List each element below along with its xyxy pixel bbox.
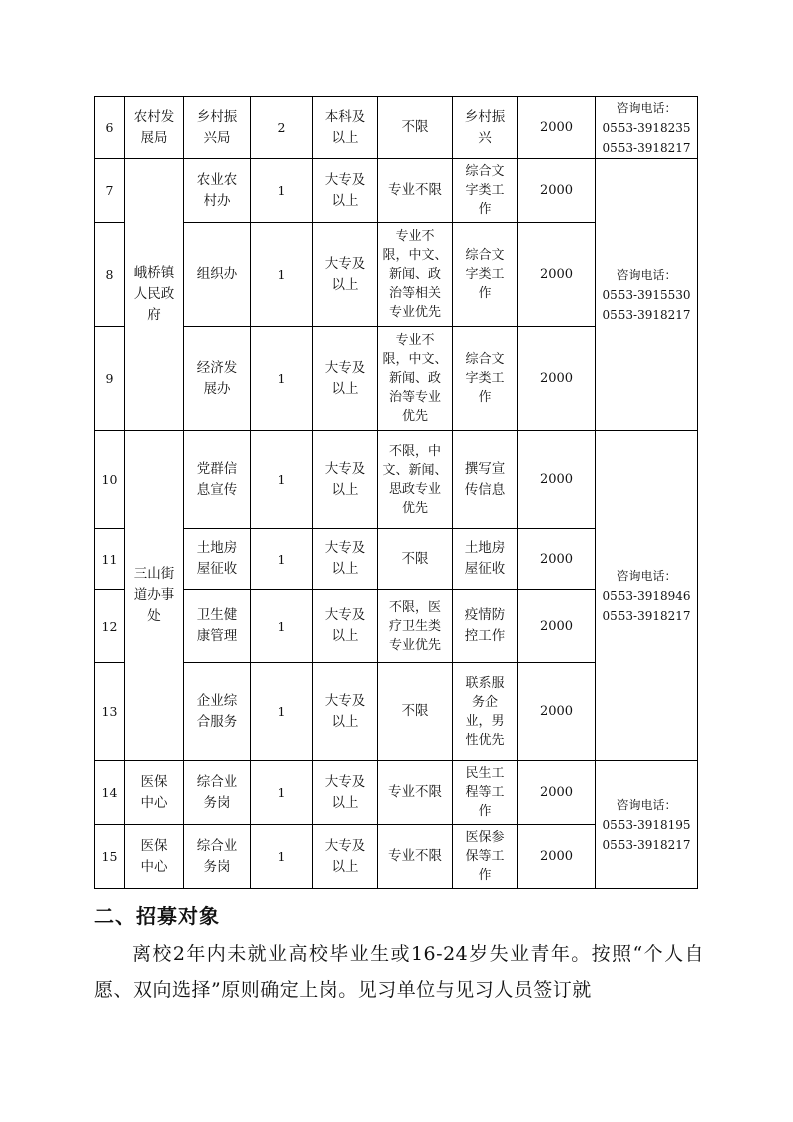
cell-line: 屋征收 bbox=[196, 561, 238, 577]
cell-line: 0553-3915530 bbox=[602, 287, 691, 302]
cell-line: 本科及 bbox=[324, 108, 366, 125]
cell-line: 党群信 bbox=[196, 460, 238, 477]
row-number: 8 bbox=[95, 223, 125, 327]
cell-line: 大专及 bbox=[324, 460, 366, 477]
cell-line: 专业不限 bbox=[388, 784, 442, 800]
headcount-cell: 1 bbox=[251, 663, 313, 761]
cell-line: 0553-3918217 bbox=[602, 307, 691, 322]
unit-cell-merged bbox=[125, 159, 184, 431]
cell-line: 务岗 bbox=[203, 794, 231, 811]
education-cell bbox=[313, 431, 378, 529]
cell-line: 中心 bbox=[140, 858, 168, 875]
cell-line: 合服务 bbox=[196, 713, 238, 730]
cell-line: 经济发 bbox=[196, 359, 238, 376]
cell-line: 限，中文、 bbox=[382, 352, 448, 367]
unit-cell bbox=[125, 825, 184, 889]
department-cell bbox=[184, 97, 251, 159]
cell-line: 大专及 bbox=[324, 540, 366, 556]
cell-line: 展局 bbox=[140, 129, 168, 146]
salary-cell: 2000 bbox=[518, 663, 596, 761]
cell-line: 传信息 bbox=[464, 481, 506, 498]
department-cell bbox=[184, 590, 251, 663]
cell-line: 医保 bbox=[140, 837, 168, 854]
major-cell bbox=[378, 663, 453, 761]
department-cell bbox=[184, 431, 251, 529]
work-content-cell bbox=[453, 663, 518, 761]
cell-line: 限，中文、 bbox=[382, 248, 448, 263]
cell-line: 控工作 bbox=[464, 628, 506, 644]
cell-line: 新闻、政 bbox=[388, 267, 441, 282]
salary-cell: 2000 bbox=[518, 223, 596, 327]
table-row bbox=[95, 431, 698, 529]
major-cell bbox=[378, 327, 453, 431]
cell-line: 府 bbox=[147, 307, 161, 323]
cell-line: 0553-3918235 bbox=[602, 120, 691, 135]
cell-line: 0553-3918195 bbox=[602, 817, 691, 832]
cell-line: 专业不 bbox=[395, 229, 435, 244]
cell-line: 务岗 bbox=[203, 858, 231, 875]
contact-cell-merged bbox=[596, 431, 698, 761]
work-content-cell bbox=[453, 223, 518, 327]
cell-line: 屋征收 bbox=[464, 561, 506, 577]
major-cell bbox=[378, 529, 453, 590]
cell-line: 以上 bbox=[331, 794, 359, 811]
row-number: 15 bbox=[95, 825, 125, 889]
cell-line: 以上 bbox=[331, 380, 359, 397]
major-cell bbox=[378, 825, 453, 889]
department-cell bbox=[184, 825, 251, 889]
major-cell bbox=[378, 431, 453, 529]
cell-line: 专业优先 bbox=[388, 637, 441, 653]
cell-line: 以上 bbox=[331, 858, 359, 875]
salary-cell: 2000 bbox=[518, 97, 596, 159]
salary-cell: 2000 bbox=[518, 761, 596, 825]
education-cell bbox=[313, 663, 378, 761]
cell-line: 治等专业 bbox=[388, 390, 441, 405]
cell-line: 道办事 bbox=[133, 587, 175, 603]
row-number: 9 bbox=[95, 327, 125, 431]
cell-line: 字类工 bbox=[465, 267, 505, 282]
cell-line: 大专及 bbox=[324, 692, 366, 709]
section-body-text: 离校2年内未就业高校毕业生或16-24岁失业青年。按照“个人自愿、双向选择”原则确定上岗。见习单位与见习人员签订就 bbox=[94, 943, 704, 1001]
cell-line: 0553-3918217 bbox=[602, 608, 691, 623]
row-number: 11 bbox=[95, 529, 125, 590]
trainee-position-table bbox=[94, 96, 698, 889]
major-cell bbox=[378, 97, 453, 159]
major-cell bbox=[378, 590, 453, 663]
cell-line: 大专及 bbox=[324, 255, 366, 272]
cell-line: 以上 bbox=[331, 276, 359, 293]
education-cell bbox=[313, 159, 378, 223]
cell-line: 字类工 bbox=[465, 371, 505, 386]
education-cell bbox=[313, 223, 378, 327]
work-content-cell bbox=[453, 97, 518, 159]
department-cell bbox=[184, 327, 251, 431]
cell-line: 医保参 bbox=[465, 830, 505, 845]
work-content-cell bbox=[453, 431, 518, 529]
cell-line: 以上 bbox=[331, 129, 359, 146]
salary-cell: 2000 bbox=[518, 327, 596, 431]
department-cell bbox=[184, 223, 251, 327]
cell-line: 不限 bbox=[401, 119, 429, 135]
cell-line: 三山街 bbox=[133, 566, 175, 582]
cell-line: 咨询电话： bbox=[616, 100, 677, 115]
work-content-cell bbox=[453, 590, 518, 663]
cell-line: 专业不限 bbox=[388, 848, 442, 864]
salary-cell: 2000 bbox=[518, 529, 596, 590]
headcount-cell: 1 bbox=[251, 590, 313, 663]
row-number: 12 bbox=[95, 590, 125, 663]
contact-cell-merged bbox=[596, 761, 698, 889]
cell-line: 综合业 bbox=[196, 837, 238, 854]
cell-line: 不限，医 bbox=[388, 599, 441, 615]
department-cell bbox=[184, 663, 251, 761]
cell-line: 综合文 bbox=[465, 352, 505, 367]
education-cell bbox=[313, 327, 378, 431]
cell-line: 村办 bbox=[203, 192, 231, 209]
cell-line: 土地房 bbox=[196, 540, 238, 556]
cell-line: 以上 bbox=[331, 481, 359, 498]
cell-line: 治等相关 bbox=[388, 286, 441, 301]
cell-line: 展办 bbox=[203, 380, 231, 397]
cell-line: 思政专业 bbox=[388, 481, 441, 497]
unit-cell-merged bbox=[125, 431, 184, 761]
cell-line: 疗卫生类 bbox=[388, 618, 441, 634]
department-cell bbox=[184, 529, 251, 590]
cell-line: 处 bbox=[147, 608, 161, 624]
cell-line: 卫生健 bbox=[196, 607, 238, 623]
cell-line: 兴 bbox=[478, 129, 492, 146]
cell-line: 乡村振 bbox=[196, 108, 238, 125]
cell-line: 咨询电话： bbox=[616, 797, 677, 812]
cell-line: 农村发 bbox=[133, 108, 175, 125]
cell-line: 联系服 bbox=[465, 675, 505, 691]
cell-line: 优先 bbox=[401, 500, 428, 516]
cell-line: 作 bbox=[478, 202, 492, 217]
work-content-cell bbox=[453, 825, 518, 889]
contact-cell-merged bbox=[596, 159, 698, 431]
headcount-cell: 1 bbox=[251, 431, 313, 529]
cell-line: 综合文 bbox=[465, 248, 505, 263]
cell-line: 作 bbox=[478, 804, 492, 819]
row-number: 7 bbox=[95, 159, 125, 223]
cell-line: 康管理 bbox=[196, 628, 238, 644]
cell-line: 保等工 bbox=[465, 849, 505, 864]
row-number: 6 bbox=[95, 97, 125, 159]
section-heading: 二、招募对象 bbox=[94, 904, 220, 928]
cell-line: 文、新闻、 bbox=[382, 462, 448, 478]
cell-line: 综合业 bbox=[196, 773, 238, 790]
cell-line: 土地房 bbox=[464, 540, 506, 556]
cell-line: 兴局 bbox=[203, 129, 231, 146]
table-row bbox=[95, 97, 698, 159]
row-number: 13 bbox=[95, 663, 125, 761]
contact-cell bbox=[596, 97, 698, 159]
work-content-cell bbox=[453, 761, 518, 825]
cell-line: 中心 bbox=[140, 794, 168, 811]
cell-line: 专业优先 bbox=[388, 305, 441, 320]
salary-cell: 2000 bbox=[518, 431, 596, 529]
cell-line: 息宣传 bbox=[196, 481, 238, 498]
education-cell bbox=[313, 529, 378, 590]
salary-cell: 2000 bbox=[518, 590, 596, 663]
headcount-cell: 2 bbox=[251, 97, 313, 159]
work-content-cell bbox=[453, 529, 518, 590]
cell-line: 企业综 bbox=[196, 692, 238, 709]
cell-line: 咨询电话： bbox=[616, 568, 677, 583]
cell-line: 性优先 bbox=[465, 732, 505, 748]
cell-line: 民生工 bbox=[465, 766, 505, 781]
unit-cell bbox=[125, 761, 184, 825]
salary-cell: 2000 bbox=[518, 825, 596, 889]
cell-line: 以上 bbox=[331, 628, 359, 644]
row-number: 10 bbox=[95, 431, 125, 529]
cell-line: 业，男 bbox=[465, 713, 505, 729]
education-cell bbox=[313, 590, 378, 663]
cell-line: 专业不 bbox=[395, 333, 435, 348]
cell-line: 峨桥镇 bbox=[133, 265, 175, 281]
cell-line: 不限，中 bbox=[388, 443, 441, 459]
major-cell bbox=[378, 159, 453, 223]
headcount-cell: 1 bbox=[251, 159, 313, 223]
cell-line: 专业不限 bbox=[388, 182, 442, 198]
cell-line: 不限 bbox=[401, 550, 429, 567]
cell-line: 撰写宣 bbox=[464, 460, 506, 477]
cell-line: 大专及 bbox=[324, 359, 366, 376]
cell-line: 作 bbox=[478, 868, 492, 883]
cell-line: 医保 bbox=[140, 773, 168, 790]
major-cell bbox=[378, 223, 453, 327]
department-cell bbox=[184, 761, 251, 825]
cell-line: 综合文 bbox=[465, 164, 505, 179]
cell-line: 大专及 bbox=[324, 171, 366, 188]
cell-line: 0553-3918217 bbox=[602, 140, 691, 155]
cell-line: 大专及 bbox=[324, 837, 366, 854]
cell-line: 人民政 bbox=[133, 286, 175, 302]
headcount-cell: 1 bbox=[251, 529, 313, 590]
education-cell bbox=[313, 761, 378, 825]
cell-line: 优先 bbox=[401, 409, 428, 424]
major-cell bbox=[378, 761, 453, 825]
cell-line: 疫情防 bbox=[464, 607, 506, 623]
cell-line: 0553-3918946 bbox=[602, 588, 691, 603]
cell-line: 大专及 bbox=[324, 607, 366, 623]
work-content-cell bbox=[453, 159, 518, 223]
cell-line: 以上 bbox=[331, 192, 359, 209]
cell-line: 务企 bbox=[471, 694, 498, 710]
cell-line: 乡村振 bbox=[464, 108, 506, 125]
cell-line: 0553-3918217 bbox=[602, 837, 691, 852]
cell-line: 新闻、政 bbox=[388, 371, 441, 386]
education-cell bbox=[313, 825, 378, 889]
cell-line: 咨询电话： bbox=[616, 267, 677, 282]
cell-line: 农业农 bbox=[196, 171, 238, 188]
cell-line: 大专及 bbox=[324, 773, 366, 790]
cell-line: 作 bbox=[478, 286, 492, 301]
department-cell bbox=[184, 159, 251, 223]
cell-line: 不限 bbox=[401, 703, 429, 719]
cell-line: 以上 bbox=[331, 713, 359, 730]
table-row bbox=[95, 159, 698, 223]
work-content-cell bbox=[453, 327, 518, 431]
headcount-cell: 1 bbox=[251, 327, 313, 431]
unit-cell bbox=[125, 97, 184, 159]
education-cell bbox=[313, 97, 378, 159]
salary-cell: 2000 bbox=[518, 159, 596, 223]
headcount-cell: 1 bbox=[251, 223, 313, 327]
cell-line: 字类工 bbox=[465, 183, 505, 198]
row-number: 14 bbox=[95, 761, 125, 825]
headcount-cell: 1 bbox=[251, 825, 313, 889]
cell-line: 程等工 bbox=[465, 785, 505, 800]
cell-line: 作 bbox=[478, 390, 492, 405]
table-row bbox=[95, 761, 698, 825]
cell-line: 以上 bbox=[331, 561, 359, 577]
cell-line: 组织办 bbox=[196, 266, 238, 282]
headcount-cell: 1 bbox=[251, 761, 313, 825]
